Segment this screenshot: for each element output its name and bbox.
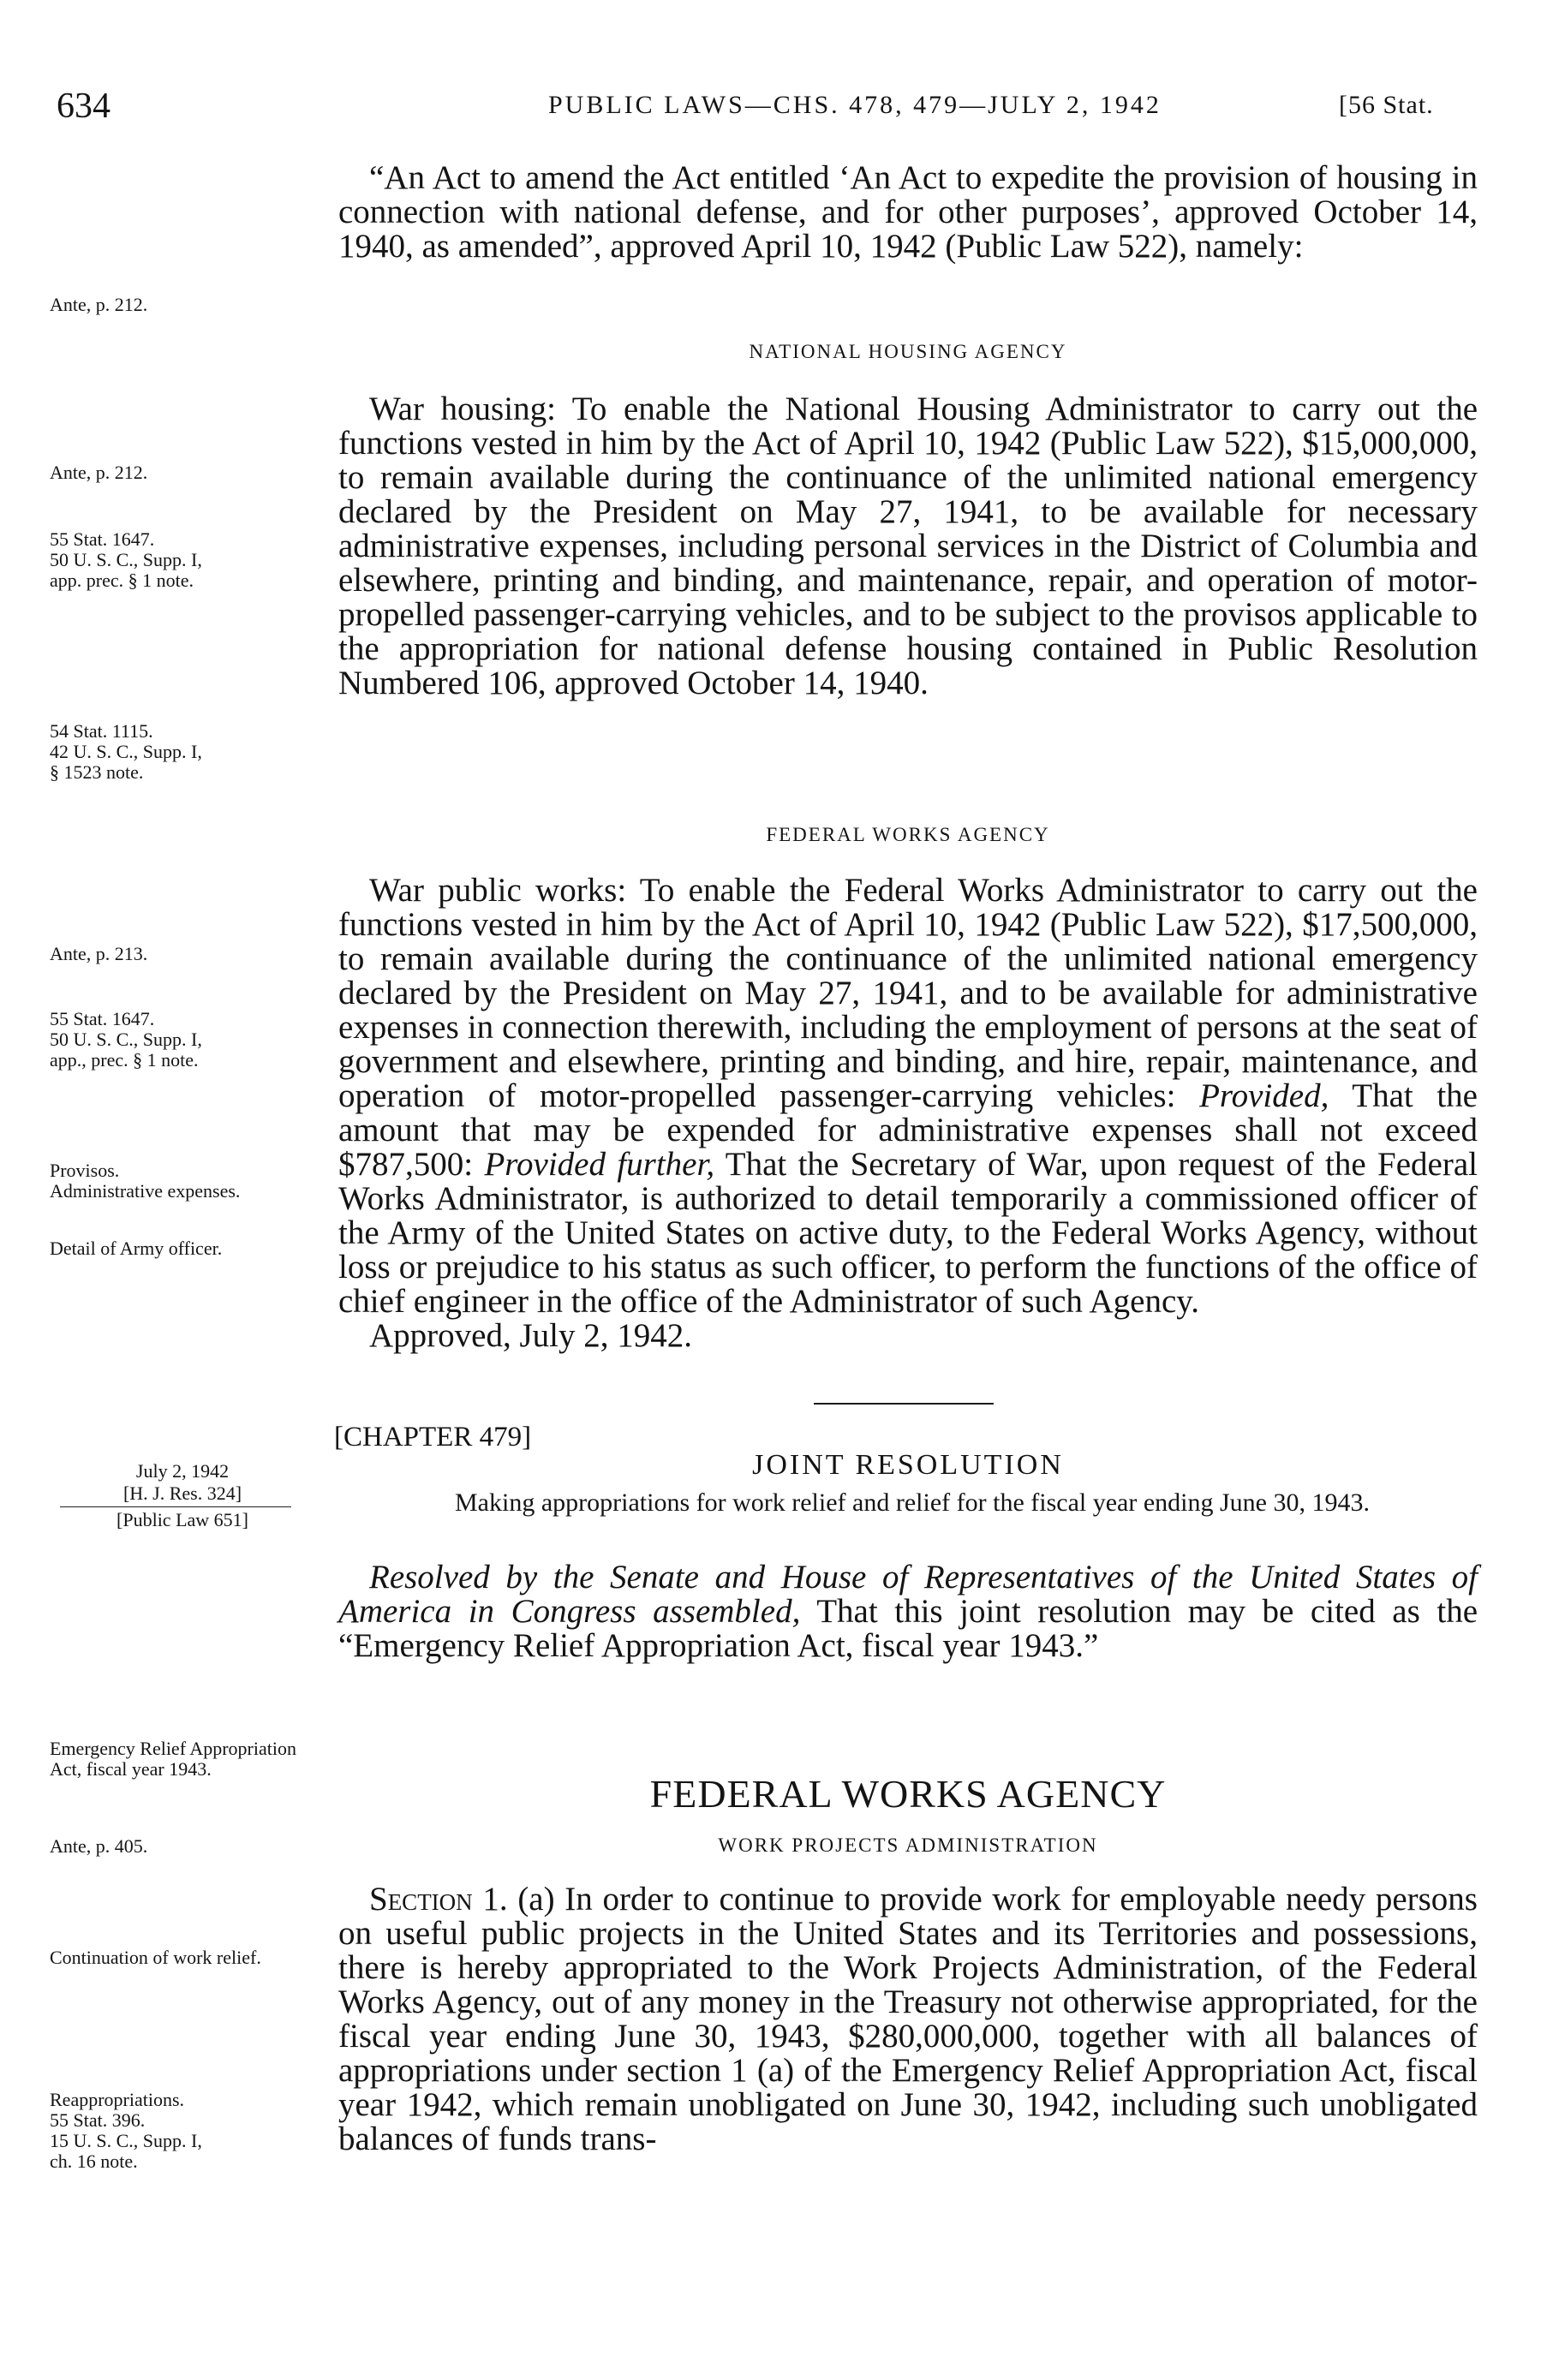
margin-date-box [50,1460,315,1531]
margin-note-administrative-expenses: Administrative expenses. [50,1180,241,1202]
margin-note-ante-405: Ante, p. 405. [50,1835,148,1857]
resolving-clause [338,1560,1478,1663]
fwa-text-part-2: That the amount that may be expended for administrative expenses shall not exceed $787,500: [338,1077,1478,1183]
margin-note-line: 15 U. S. C., Supp. I, [50,2130,202,2151]
section-1-text [338,1882,1478,2156]
section-divider [814,1403,994,1405]
date-box-public-law: [Public Law 651] [116,1509,248,1530]
section-1-paragraph [338,1882,1478,2156]
section-body: (a) In order to continue to provide work for employable needy persons on useful public projects in the United States and its Territories and possessions, there is hereby appropriated to the Work Projects Administration, of the Federal Works Agency, out of any money in the Treasury not otherwise appropriated, for the fiscal year ending June 30, 1943, $280,000,000, together with all balances of appropriations under section 1 (a) of the Emergency Relief Appropriation Act, fiscal year 1942, which remain unobligated on June 30, 1942, including such unobligated balances of funds trans- [338,1881,1478,2157]
fwa-text-part-3: That the Secretary of War, upon request of the Federal Works Administrator, is authorized to detail temporarily a commissioned officer of the Army of the United States on active duty, to the Federal Works Agency, without loss or prejudice to his status as such officer, to perform the functions of the office of chief engineer in the office of the Administrator of such Agency. [338,1146,1478,1320]
margin-note-55-stat-1647-b [50,1009,311,1071]
margin-note-55-stat-1647-a [50,529,311,591]
margin-note-line: ch. 16 note. [50,2150,138,2172]
nha-heading: NATIONAL HOUSING AGENCY [749,341,1067,362]
fwa-text-part-1: War public works: To enable the Federal Works Administrator to carry out the functions vested in him by the Act of April 10, 1942 (Public Law 522), $17,500,000, to remain available during the continuance of the unlimited national emergency declared by the President on May 27, 1941, and to be available for administrative expenses in connection therewith, including the employment of persons at the seat of government and elsewhere, printing and binding, and hire, repair, maintenance, and operation of motor-propelled passenger-carrying vehicles: [338,872,1478,1114]
approved-date: Approved, July 2, 1942. [369,1317,692,1354]
fwa-text [338,874,1478,1319]
margin-note-ante-212-b: Ante, p. 212. [50,462,148,483]
margin-note-era-title: Emergency Relief Appropriation Act, fiscal year 1943. [50,1738,296,1780]
margin-note-line: 55 Stat. 396. [50,2109,146,2131]
fwa-heading-small: FEDERAL WORKS AGENCY [766,824,1050,845]
margin-note-continuation: Continuation of work relief. [50,1947,261,1968]
margin-note-line: § 1523 note. [50,761,144,783]
intro-paragraph [338,161,1478,264]
nha-text: War housing: To enable the National Housing Administrator to carry out the functions vested in him by the Act of April 10, 1942 (Public Law 522), $15,000,000, to remain available during the continuance of the unlimited national emergency declared by the President on May 27, 1941, to be available for necessary administrative expenses, including personal services in the District of Columbia and elsewhere, printing and binding, and maintenance, repair, and operation of motor-propelled passenger-carrying vehicles, and to be subject to the provisos applicable to the appropriation for national defense housing contained in Public Resolution Numbered 106, approved October 14, 1940. [338,391,1478,701]
joint-resolution-heading: JOINT RESOLUTION [752,1449,1064,1481]
margin-note-ante-212-a: Ante, p. 212. [50,294,148,315]
date-box-resolution: [H. J. Res. 324] [122,1482,242,1504]
section-label: Section 1. [369,1881,508,1918]
resolved-italic: Resolved by the Senate and House of Representatives of the United States of America in Congress assembled, [338,1559,1478,1630]
volume-reference: [56 Stat. [1339,91,1434,119]
resolving-clause-text [338,1560,1478,1663]
margin-note-line: 54 Stat. 1115. [50,720,153,742]
wpa-heading: WORK PROJECTS ADMINISTRATION [718,1834,1098,1856]
resolved-text: That this joint resolution may be cited as the “Emergency Relief Appropriation Act, fiscal year 1943.” [338,1593,1478,1664]
margin-note-detail-army-officer: Detail of Army officer. [50,1238,223,1259]
nha-paragraph [338,392,1478,701]
date-box-divider [60,1506,291,1507]
resolution-purpose: Making appropriations for work relief and relief for the fiscal year ending June 30, 1943. [455,1488,1370,1517]
running-head-title: PUBLIC LAWS—CHS. 478, 479—JULY 2, 1942 [548,91,1162,119]
running-header [0,86,1559,137]
provided-italic: Provided, [1199,1077,1329,1114]
margin-note-line: 50 U. S. C., Supp. I, [50,1029,202,1050]
margin-note-line: Reappropriations. [50,2089,185,2110]
intro-text: “An Act to amend the Act entitled ‘An Act to expedite the provision of housing in connection with national defense, and for other purposes’, approved October 14, 1940, as amended”, approved April 10, 1942 (Public Law 522), namely: [338,159,1478,265]
provided-further-italic: Provided further, [484,1146,715,1183]
margin-note-line: 50 U. S. C., Supp. I, [50,549,202,570]
date-box-date: July 2, 1942 [135,1460,230,1482]
margin-note-line: app. prec. § 1 note. [50,570,194,591]
margin-note-54-stat-1115 [50,721,311,783]
margin-note-reappropriations [50,2090,311,2172]
fwa-paragraph [338,874,1478,1353]
margin-note-line: 55 Stat. 1647. [50,528,155,550]
fwa-heading-large: FEDERAL WORKS AGENCY [649,1772,1167,1816]
margin-note-provisos: Provisos. [50,1160,120,1181]
page-number: 634 [57,86,111,126]
margin-note-line: 55 Stat. 1647. [50,1008,155,1029]
margin-note-ante-213: Ante, p. 213. [50,943,148,964]
margin-note-line: app., prec. § 1 note. [50,1049,199,1071]
margin-note-line: 42 U. S. C., Supp. I, [50,741,202,762]
chapter-number: [CHAPTER 479] [334,1422,532,1452]
